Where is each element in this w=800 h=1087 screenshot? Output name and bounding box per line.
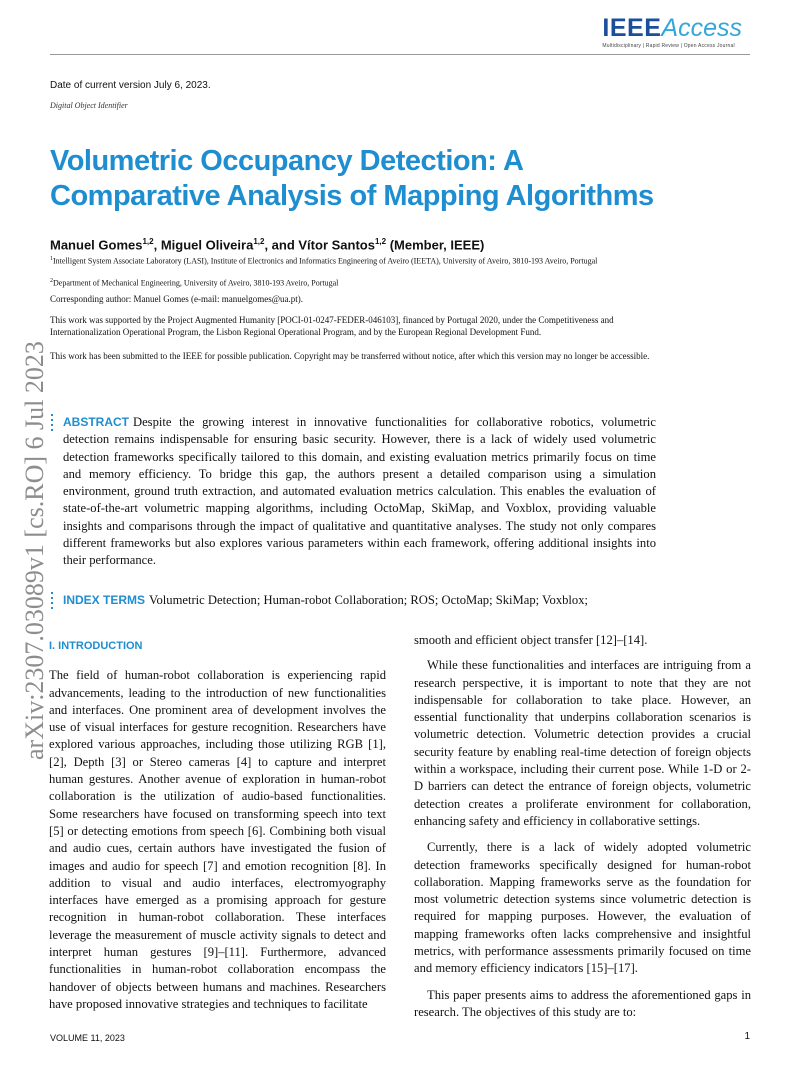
body-paragraph: Currently, there is a lack of widely adopted volumetric detection frameworks specifically designed for human-robot collaboration. Mapping frameworks serve as the foundation for most volumetric detection systems since volumetric detection is required for mapping purposes. However, the evaluation of mapping frameworks often lacks comprehensive and insightful metrics, with performance assessments primarily focused on time and memory efficiency indicators [15]–[17].: [414, 840, 751, 976]
header-rule: [50, 54, 750, 55]
author-affil-sup: 1,2: [374, 237, 387, 246]
abstract: [63, 414, 656, 570]
index-terms-text: Volumetric Detection; Human-robot Collaboration; ROS; OctoMap; SkiMap; Voxblox;: [149, 593, 589, 607]
abstract-dots-decoration: [51, 414, 55, 434]
index-terms-label: INDEX TERMS: [63, 593, 146, 607]
right-column: [414, 632, 751, 1030]
footer-volume: VOLUME 11, 2023: [50, 1033, 125, 1043]
author-membership: (Member, IEEE): [386, 237, 485, 253]
affiliation: [50, 276, 650, 289]
submission-note: This work has been submitted to the IEEE for possible publication. Copyright may be transferred without notice, after which this version may no longer be accessible.: [50, 351, 650, 361]
affiliation-number: 2: [50, 278, 53, 284]
arxiv-sidebar-id: arXiv:2307.03089v1 [cs.RO] 6 Jul 2023: [20, 341, 49, 760]
logo-tagline: Multidisciplinary | Rapid Review | Open Access Journal: [602, 43, 735, 49]
body-paragraph: While these functionalities and interfaces are intriguing from a research perspective, it is important to note that they are not indispensable for collaboration to take place. However, an essential functionality that underpins collaboration scenarios is volumetric detection. Volumetric detection provides a crucial security feature by enabling real-time detection of foreign objects within a workspace, including their current pose. While 1-D or 2-D barriers can detect the entrance of foreign objects, volumetric detection creates a proliferate environment for collaboration, enhancing safety and efficiency in collaborative settings.: [414, 658, 751, 828]
funding-note: This work was supported by the Project Augmented Humanity [POCI-01-0247-FEDER-046103], financed by Portugal 2020, under the Competitiveness and Internationalization Operational Program, the Lisbon Regional Operational Program, and by the European Regional Development Fund.: [50, 315, 614, 337]
author-affil-sup: 1,2: [253, 237, 265, 246]
page-number: 1: [744, 1031, 750, 1042]
abstract-label: ABSTRACT: [63, 415, 129, 429]
journal-logo: [602, 16, 742, 49]
logo-ieee: IEEE: [602, 14, 662, 42]
author-name: Vítor Santos: [298, 237, 375, 253]
date-line: Date of current version July 6, 2023.: [50, 80, 211, 91]
affiliation-text: Department of Mechanical Engineering, University of Aveiro, 3810-193 Aveiro, Portugal: [53, 278, 339, 288]
body-paragraph: This paper presents aims to address the aforementioned gaps in research. The objectives of this study are to:: [414, 987, 751, 1019]
affiliation-number: 1: [50, 256, 53, 262]
body-paragraph: The field of human-robot collaboration is experiencing rapid advancements, leading to the introduction of new functionalities and interfaces. One prominent area of development involves the use of visual interfaces for gesture recognition. Researchers have explored various approaches, including those utilizing RGB [1], [2], Depth [3] or Stereo cameras [4] to capture and interpret human gestures. Another avenue of exploration in human-robot collaboration is the utilization of audio-based functionalities. Some researchers have focused on transforming speech into text [5] or detecting emotions from speech [6]. Combining both visual and audio cues, certain authors have investigated the fusion of images and audio for speech [7] and emotion recognition [8]. In addition to visual and audio interfaces, electromyography interfaces have emerged as a promising approach for gesture recognition in human-robot collaboration. These interfaces leverage the measurement of muscle activity signals to detect and interpret human gestures [9]–[11]. Furthermore, advanced functionalities in human-robot collaboration encompass the handover of objects between humans and machines. Researchers have proposed innovative strategies and techniques to facilitate: [49, 668, 386, 1011]
index-terms: [63, 592, 663, 609]
left-column: [49, 632, 386, 1013]
author-list: [50, 237, 484, 252]
corresponding-author: Corresponding author: Manuel Gomes (e-mail: manuelgomes@ua.pt).: [50, 294, 303, 304]
affiliation-text: Intelligent System Associate Laboratory (LASI), Institute of Electronics and Informatics Engineering of Aveiro (IEETA), University of Aveiro, 3810-193 Aveiro, Portugal: [53, 256, 598, 266]
author-name: Miguel Oliveira: [160, 237, 254, 253]
author-name: Manuel Gomes: [50, 237, 143, 253]
author-separator: , and: [264, 237, 299, 253]
author-affil-sup: 1,2: [142, 237, 154, 246]
affiliation: [50, 254, 650, 267]
section-heading: I. INTRODUCTION: [49, 640, 143, 652]
paper-title: Volumetric Occupancy Detection: A Comparative Analysis of Mapping Algorithms: [50, 145, 654, 212]
abstract-text: Despite the growing interest in innovative functionalities for collaborative robotics, volumetric detection remains indispensable for ensuring basic security. However, there is a lack of widely used volumetric detection frameworks specifically tailored to this domain, and existing evaluation metrics primarily focus on time and memory efficiency. To bridge this gap, the authors present a detailed comparison using a simulation environment, ground truth extraction, and automated evaluation metrics calculation. This enables the evaluation of state-of-the-art volumetric mapping algorithms, including OctoMap, SkiMap, and Voxblox, providing valuable insights and comparisons through the impact of qualitative and quantitative analyses. The study not only compares different frameworks but also explores various parameters within each framework, offering additional insights into their performance.: [63, 415, 656, 568]
logo-access: Access: [661, 14, 742, 42]
doi-label: Digital Object Identifier: [50, 101, 128, 110]
index-terms-dots-decoration: [51, 592, 55, 612]
author-separator: ,: [153, 237, 161, 253]
body-paragraph: smooth and efficient object transfer [12]–[14].: [414, 633, 648, 647]
